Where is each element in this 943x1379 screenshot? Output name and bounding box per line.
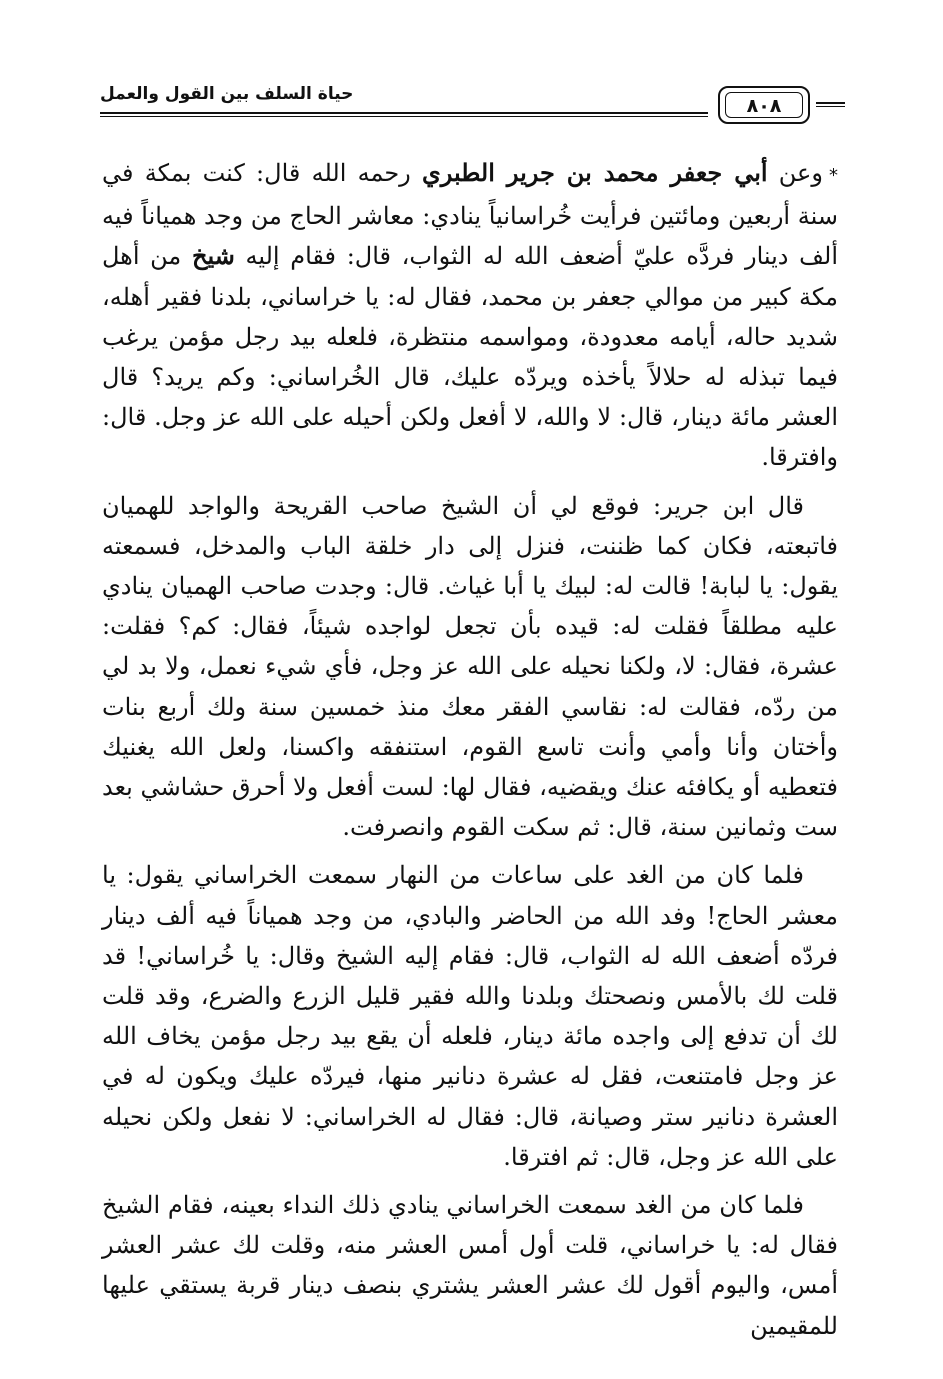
page-body — [102, 153, 838, 1354]
header-rule-short — [816, 102, 845, 107]
paragraph-1-prefix: وعن — [778, 159, 823, 187]
page-number-frame — [718, 86, 810, 124]
header-rule — [100, 112, 708, 117]
sheikh-word: شيخ — [191, 241, 235, 271]
paragraph-4: فلما كان من الغد سمعت الخراساني ينادي ذلك النداء بعينه، فقام الشيخ فقال له: يا خراساني، قلت أول أمس العشر منه، وقلت لك عشر العشر أمس، واليوم أقول لك عشر العشر يشتري بنصف دينار قربة يستقي عليها للمقيمين — [102, 1191, 838, 1340]
paragraph-2: قال ابن جرير: فوقع لي أن الشيخ صاحب القريحة والواجد للهميان فاتبعته، فكان كما ظننت، فنزل إلى دار خلقة الباب والمدخل، فسمعته يقول: يا لبابة! قالت له: لبيك يا أبا غياث. قال: وجدت صاحب الهميان ينادي عليه مطلقاً فقلت له: قيده بأن تجعل لواجده شيئاً، فقال: كم؟ فقلت: عشرة، فقال: لا، ولكنا نحيله على الله عز وجل، فأي شيء نعمل، ولا بد لي من ردّه، فقالت له: نقاسي الفقر معك منذ خمسين سنة ولك أربع بنات وأختان وأنا وأمي وأنت تاسع القوم، استنفقه واكسنا، ولعل الله يغنيك فتعطيه أو يكافئه عنك ويقضيه، فقال لها: لست أفعل ولا أحرق حشاشي بعد ست وثمانين سنة، قال: ثم سكت القوم وانصرفت. — [102, 491, 838, 842]
running-title: حياة السلف بين القول والعمل — [100, 84, 354, 104]
paragraph-1-rest: من أهل مكة كبير من موالي جعفر بن محمد، فقال له: يا خراساني، بلدنا فقير أهله، شديد حاله، أيامه معدودة، ومواسمه منتظرة، فلعله بيد رجل مؤمن يرغب فيما تبذله له حلالاً يأخذه ويردّه عليك، قال الخُراساني: وكم يريد؟ قال العشر مائة دينار، قال: لا والله، لا أفعل ولكن أحيله على الله عز وجل. قال: وافترقا. — [102, 242, 838, 472]
paragraph-3: فلما كان من الغد على ساعات من النهار سمعت الخراساني يقول: يا معشر الحاج! وفد الله من الحاضر والبادي، من وجد همياناً فيه ألف دينار فردّه أضعف الله له الثواب، قال: فقام إليه الشيخ وقال: يا خُراساني! قد قلت لك بالأمس ونصحتك وبلدنا والله فقير قليل الزرع والضرع، وقد قلت لك أن تدفع إلى واجده مائة دينار، فلعله أن يقع بيد رجل مؤمن يخاف الله عز وجل فامتنعت، فقل له عشرة دنانير منها، فيردّه عليك ويكون له في العشرة دنانير ستر وصيانة، قال: فقال له الخراساني: لا نفعل ولكن نحيله على الله عز وجل، قال: ثم افترقا. — [102, 861, 839, 1171]
page-header — [100, 72, 845, 130]
asterisk-bullet: * — [828, 165, 838, 186]
paragraph-1-text: رحمه الله قال: كنت بمكة في سنة أربعين ومائتين فرأيت خُراسانياً ينادي: معاشر الحاج من وجد همياناً فيه ألف دينار فردَّه عليّ أضعف الله له الثواب، قال: فقام إليه — [102, 159, 838, 271]
narrator-name: أبي جعفر محمد بن جرير الطبري — [421, 158, 768, 187]
paragraph-1 — [102, 153, 838, 478]
page-number: ٨٠٨ — [725, 92, 803, 118]
